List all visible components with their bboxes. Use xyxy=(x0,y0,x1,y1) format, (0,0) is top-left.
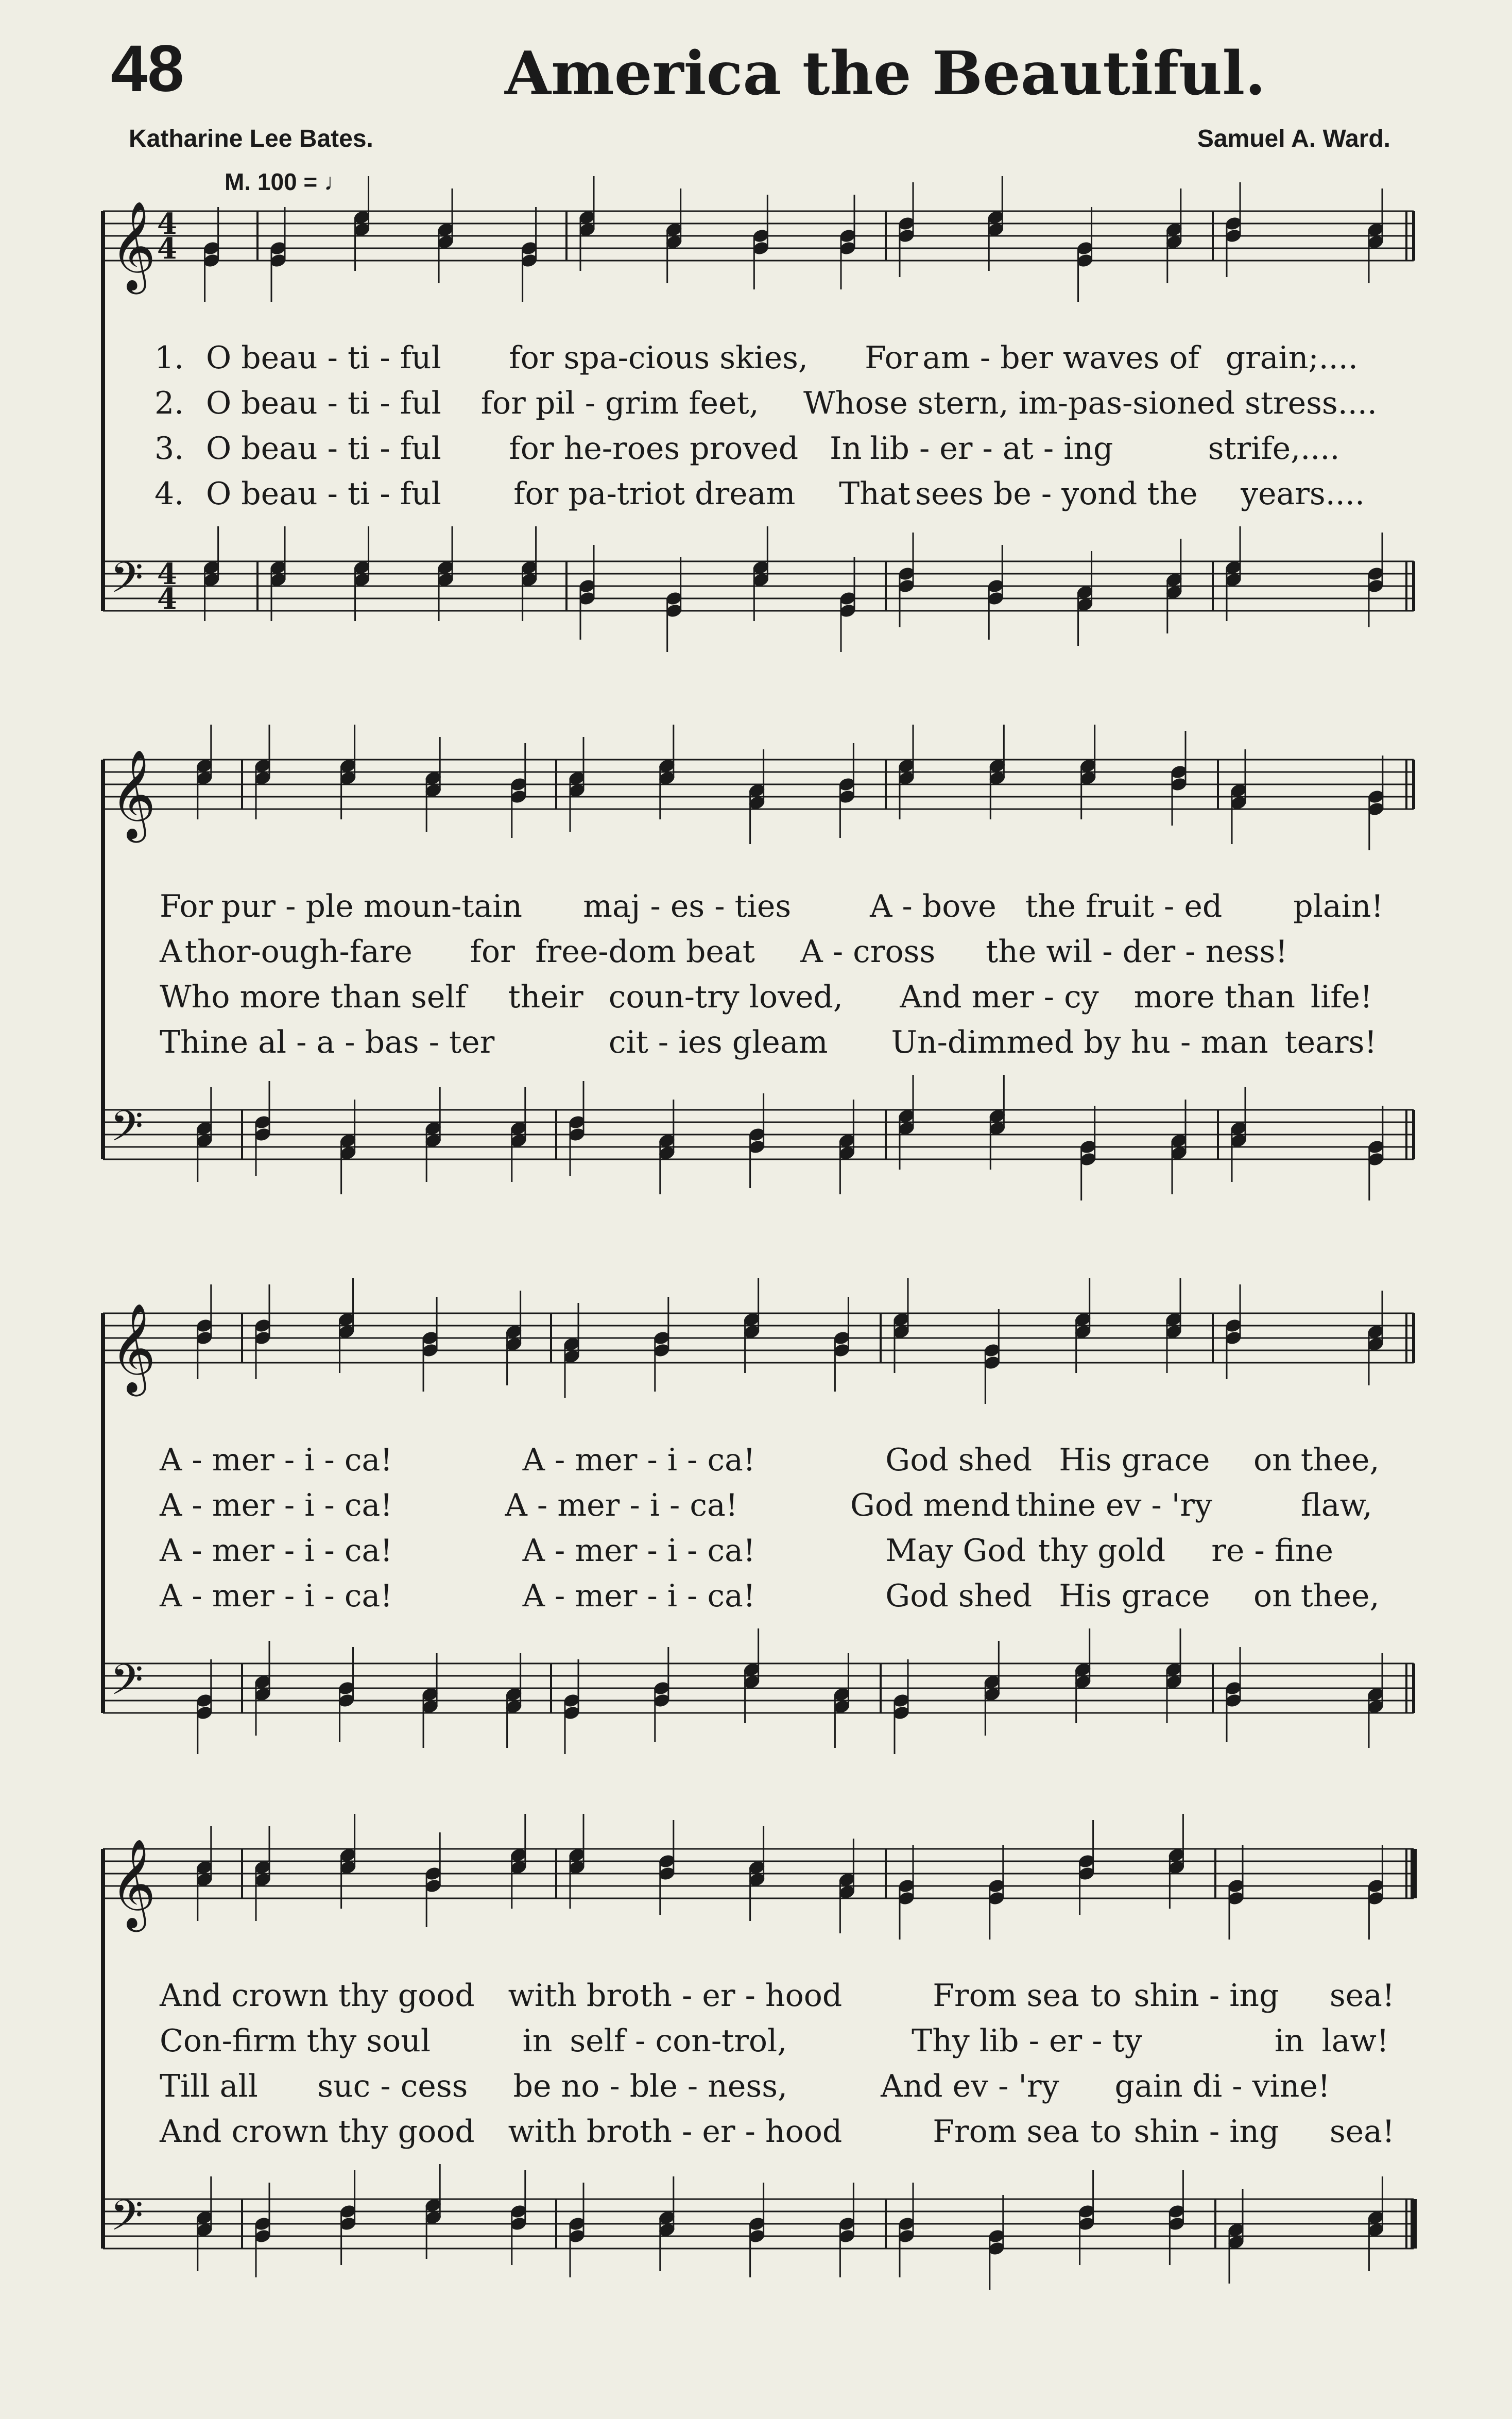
lyric-phrase: for pil - grim feet, xyxy=(480,385,759,421)
lyric-phrase: And crown thy good xyxy=(160,2114,475,2150)
lyric-phrase: the fruit - ed xyxy=(1025,888,1223,924)
lyric-phrase: Thy lib - er - ty xyxy=(912,2023,1142,2059)
time-signature: 4 xyxy=(157,207,177,241)
lyric-phrase: re - fine xyxy=(1211,1533,1334,1569)
lyric-line xyxy=(0,888,1512,934)
score-system xyxy=(0,744,1512,1208)
lyric-line xyxy=(0,1487,1512,1533)
bass-clef-icon: 𝄢 xyxy=(110,1655,144,1715)
score-system xyxy=(0,1833,1512,2297)
lyric-phrase: O beau - ti - ful xyxy=(206,476,441,512)
lyric-phrase: May God xyxy=(885,1533,1026,1569)
lyric-phrase: on xyxy=(1253,1442,1292,1478)
time-signature: 4 xyxy=(157,557,177,591)
lyric-phrase: cit - ies gleam xyxy=(608,1024,828,1060)
treble-clef-icon: 𝄞 xyxy=(110,1839,156,1928)
lyric-line xyxy=(0,476,1512,521)
lyric-phrase: sea! xyxy=(1329,2114,1395,2150)
lyric-phrase: free-dom beat xyxy=(535,934,755,970)
score-system xyxy=(0,196,1512,659)
lyric-phrase: flaw, xyxy=(1300,1487,1372,1523)
composer-credit: Samuel A. Ward. xyxy=(1197,125,1390,152)
lyric-line xyxy=(0,2023,1512,2068)
lyric-phrase: God shed xyxy=(885,1578,1033,1614)
lyric-line xyxy=(0,2114,1512,2159)
lyric-phrase: for pa-triot dream xyxy=(513,476,796,512)
lyric-phrase: His grace xyxy=(1059,1578,1210,1614)
treble-clef-icon: 𝄞 xyxy=(110,1303,156,1393)
verse-number: 1. xyxy=(154,340,184,376)
lyric-phrase: A - mer - i - ca! xyxy=(160,1442,393,1478)
lyric-phrase: For xyxy=(865,340,918,376)
lyric-phrase: From sea xyxy=(933,1978,1079,2014)
lyric-phrase: maj - es - ties xyxy=(583,888,792,924)
lyric-phrase: with broth - er - hood xyxy=(508,1978,843,2014)
lyric-phrase: God shed xyxy=(885,1442,1033,1478)
lyric-line xyxy=(0,1578,1512,1623)
lyric-phrase: law! xyxy=(1321,2023,1389,2059)
lyric-phrase: gain di - vine! xyxy=(1114,2068,1330,2104)
lyric-phrase: O beau - ti - ful xyxy=(206,431,441,467)
lyric-phrase: the wil - der - ness! xyxy=(986,934,1288,970)
tempo-marking: M. 100 = ♩ xyxy=(225,168,348,195)
lyric-phrase: For xyxy=(160,888,213,924)
lyric-phrase: God mend xyxy=(850,1487,1010,1523)
bass-clef-icon: 𝄢 xyxy=(110,1101,144,1161)
lyric-line xyxy=(0,1533,1512,1578)
lyric-phrase: am - ber waves of xyxy=(922,340,1199,376)
lyric-phrase: strife,.... xyxy=(1208,431,1340,467)
lyric-line xyxy=(0,385,1512,431)
lyric-line xyxy=(0,340,1512,385)
time-signature: 4 xyxy=(157,232,177,266)
lyric-phrase: more than xyxy=(1133,979,1296,1015)
lyric-phrase: Who more than self xyxy=(160,979,467,1015)
lyric-line xyxy=(0,1024,1512,1070)
lyric-phrase: coun-try loved, xyxy=(608,979,843,1015)
time-signature: 4 xyxy=(157,582,177,616)
treble-clef-icon: 𝄞 xyxy=(110,201,156,290)
lyric-phrase: His grace xyxy=(1059,1442,1210,1478)
lyric-phrase: sea! xyxy=(1329,1978,1395,2014)
treble-clef-icon: 𝄞 xyxy=(110,749,156,839)
lyric-phrase: From sea xyxy=(933,2114,1079,2150)
lyric-line xyxy=(0,431,1512,476)
lyric-phrase: sees be - yond the xyxy=(915,476,1198,512)
verse-number: 4. xyxy=(154,476,184,512)
verse-number: 3. xyxy=(154,431,184,467)
bass-clef-icon: 𝄢 xyxy=(110,2190,144,2251)
hymn-title: America the Beautiful. xyxy=(505,39,1266,109)
lyric-phrase: And mer - cy xyxy=(900,979,1099,1015)
lyric-phrase: with broth - er - hood xyxy=(508,2114,843,2150)
lyric-phrase: A - mer - i - ca! xyxy=(505,1487,738,1523)
lyric-line xyxy=(0,934,1512,979)
lyric-phrase: In xyxy=(830,431,862,467)
lyric-phrase: A - cross xyxy=(800,934,936,970)
lyric-phrase: A - mer - i - ca! xyxy=(160,1578,393,1614)
lyric-phrase: for spa-cious skies, xyxy=(509,340,808,376)
lyric-phrase: A - mer - i - ca! xyxy=(522,1533,755,1569)
lyric-phrase: A - mer - i - ca! xyxy=(160,1533,393,1569)
bass-clef-icon: 𝄢 xyxy=(110,553,144,613)
lyric-phrase: in xyxy=(522,2023,553,2059)
lyric-phrase: life! xyxy=(1310,979,1373,1015)
lyric-phrase: shin - ing xyxy=(1133,1978,1279,2014)
lyric-phrase: for xyxy=(470,934,515,970)
lyric-phrase: be no - ble - ness, xyxy=(513,2068,788,2104)
lyric-phrase: years.... xyxy=(1241,476,1365,512)
lyric-phrase: lib - er - at - ing xyxy=(870,431,1113,467)
lyric-line xyxy=(0,1442,1512,1487)
lyric-phrase: A - bove xyxy=(870,888,996,924)
lyric-phrase: A - mer - i - ca! xyxy=(160,1487,393,1523)
lyric-phrase: Con-firm thy soul xyxy=(160,2023,431,2059)
lyric-phrase: shin - ing xyxy=(1133,2114,1279,2150)
lyric-phrase: thor-ough-fare xyxy=(184,934,413,970)
lyric-line xyxy=(0,1978,1512,2023)
lyric-phrase: thy gold xyxy=(1038,1533,1166,1569)
lyric-phrase: pur - ple moun-tain xyxy=(221,888,522,924)
page-number: 48 xyxy=(111,32,184,106)
verse-number: 2. xyxy=(154,385,184,421)
lyric-phrase: their xyxy=(508,979,583,1015)
lyric-phrase: That xyxy=(839,476,910,512)
lyric-phrase: thee, xyxy=(1300,1442,1380,1478)
lyric-phrase: tears! xyxy=(1284,1024,1377,1060)
lyric-phrase: for he-roes proved xyxy=(509,431,799,467)
lyric-phrase: Whose stern, im-pas-sioned stress.... xyxy=(803,385,1377,421)
lyric-phrase: And crown thy good xyxy=(160,1978,475,2014)
lyric-phrase: thine ev - 'ry xyxy=(1015,1487,1212,1523)
lyric-phrase: suc - cess xyxy=(317,2068,468,2104)
score-system xyxy=(0,1298,1512,1761)
lyric-phrase: Un-dimmed by hu - man xyxy=(891,1024,1268,1060)
lyric-phrase: A - mer - i - ca! xyxy=(522,1442,755,1478)
lyric-phrase: A xyxy=(160,934,182,970)
lyric-line xyxy=(0,979,1512,1024)
lyric-phrase: O beau - ti - ful xyxy=(206,385,441,421)
lyric-phrase: And ev - 'ry xyxy=(881,2068,1059,2104)
lyric-line xyxy=(0,2068,1512,2114)
lyric-phrase: in xyxy=(1274,2023,1304,2059)
lyric-phrase: Thine al - a - bas - ter xyxy=(160,1024,495,1060)
lyric-phrase: self - con-trol, xyxy=(570,2023,787,2059)
lyric-phrase: Till all xyxy=(160,2068,258,2104)
lyricist-credit: Katharine Lee Bates. xyxy=(129,125,373,152)
lyric-phrase: on xyxy=(1253,1578,1292,1614)
lyric-phrase: A - mer - i - ca! xyxy=(522,1578,755,1614)
lyric-phrase: to xyxy=(1090,2114,1122,2150)
lyric-phrase: thee, xyxy=(1300,1578,1380,1614)
lyric-phrase: to xyxy=(1090,1978,1122,2014)
lyric-phrase: O beau - ti - ful xyxy=(206,340,441,376)
lyric-phrase: grain;.... xyxy=(1225,340,1358,376)
lyric-phrase: plain! xyxy=(1293,888,1384,924)
